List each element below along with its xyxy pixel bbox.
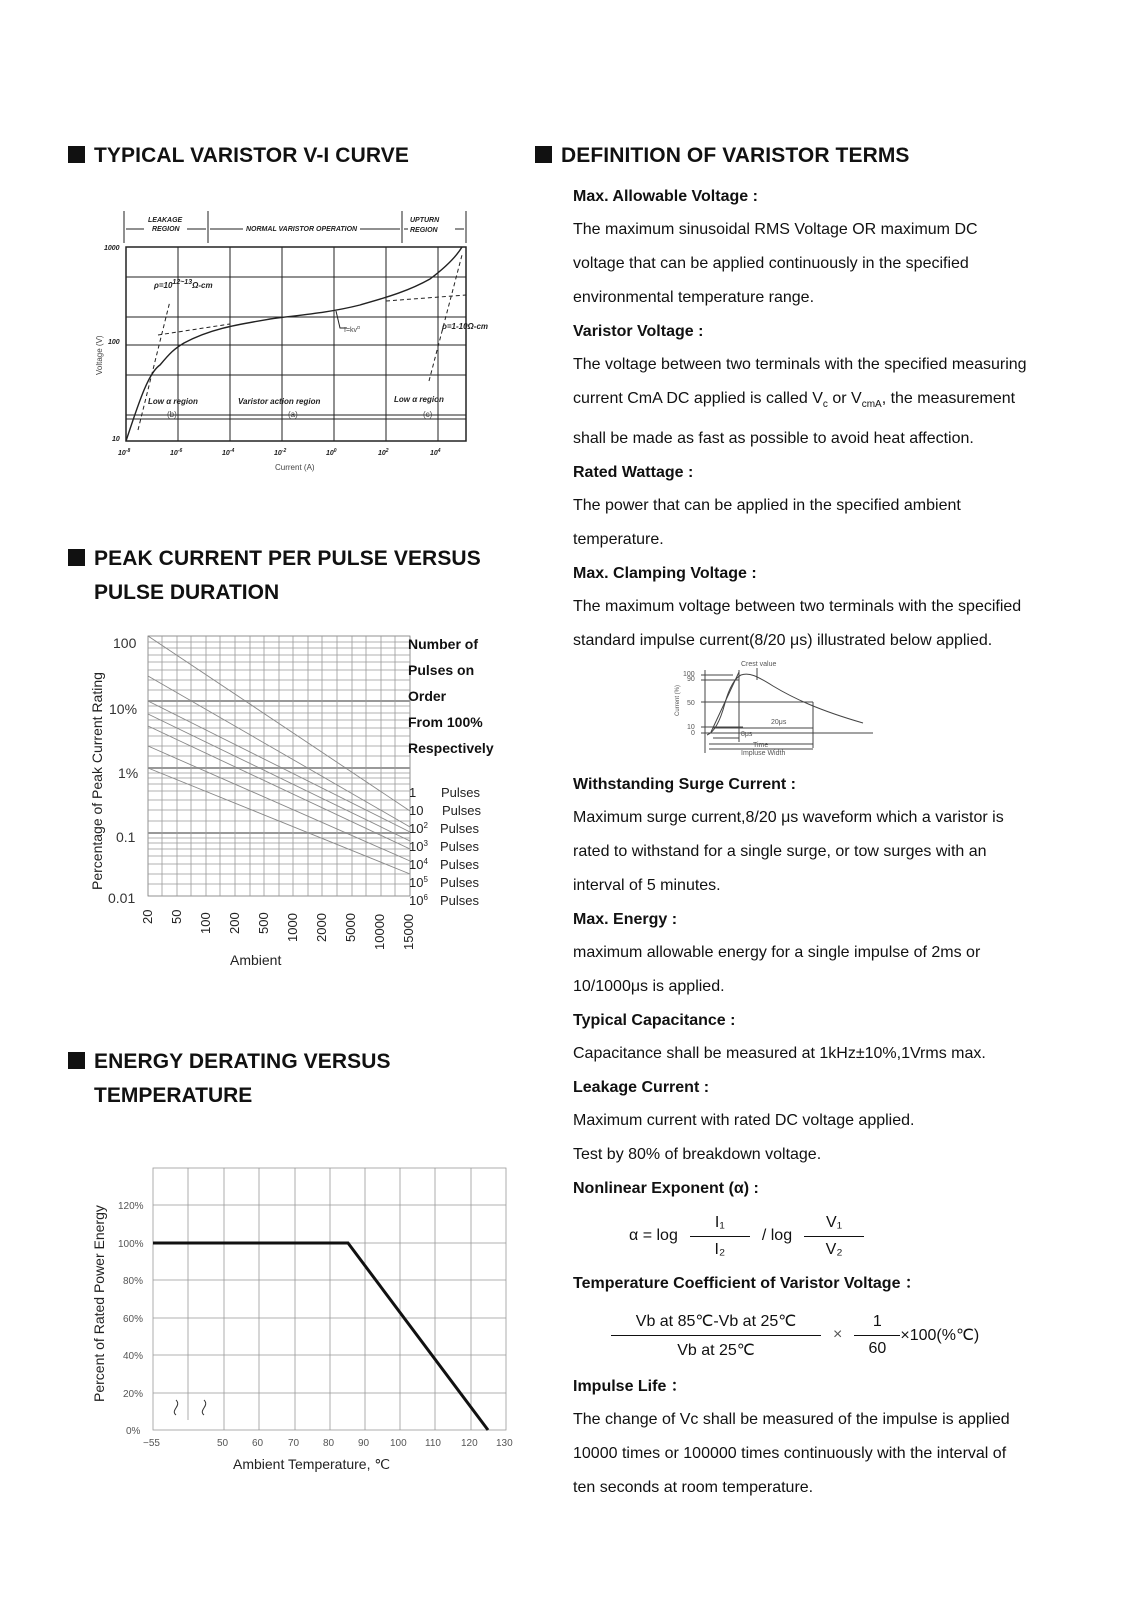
svg-text:Pulses: Pulses	[440, 839, 480, 854]
square-bullet-icon	[68, 146, 85, 163]
y-axis-label: Percentage of Peak Current Rating	[89, 672, 105, 890]
svg-text:60%: 60%	[123, 1314, 144, 1325]
section-title-peak-current	[68, 542, 481, 576]
svg-text:Pulses on: Pulses on	[408, 662, 475, 678]
svg-text:90: 90	[687, 676, 695, 684]
svg-text:Pulses: Pulses	[440, 821, 480, 836]
svg-text:1%: 1%	[118, 765, 139, 781]
svg-text:Low α region: Low α region	[394, 395, 444, 404]
svg-text:I=kvα: $I=kv^\alpha$	[344, 325, 360, 334]
svg-text:100: 100	[108, 339, 120, 346]
svg-text:102: $10^2$	[378, 448, 389, 457]
term-typical-capacitance: Typical Capacitance :	[573, 1012, 736, 1030]
svg-text:Order: Order	[408, 688, 447, 704]
svg-text:(c): (c)	[423, 410, 433, 419]
svg-text:1000: 1000	[285, 913, 300, 942]
svg-text:Current (%): Current (%)	[675, 685, 681, 717]
term-nonlinear-exponent: Nonlinear Exponent (α) :	[573, 1180, 759, 1198]
svg-text:100: 100	[198, 912, 213, 934]
svg-text:102: $10^2$	[409, 821, 428, 836]
x-axis-label: Current (A)	[275, 463, 315, 472]
svg-text:50: 50	[217, 1438, 229, 1449]
svg-text:10000: 10000	[372, 913, 387, 950]
definition-text: Capacitance shall be measured at 1kHz±10%,1Vrms max.	[573, 1045, 986, 1063]
section-title-peak-current-line2: PULSE DURATION	[94, 581, 280, 604]
svg-text:Pulses: Pulses	[440, 893, 480, 908]
square-bullet-icon	[68, 549, 85, 566]
definition-text: The maximum voltage between two terminals with the specified standard impulse current(8/20 μs) illustrated below applied.	[573, 598, 1022, 650]
svg-text:10: 10	[409, 803, 424, 818]
definition-text: Maximum surge current,8/20 μs waveform which a varistor is rated to withstand for a single surge, or tow surges with an interval of 5 minutes.	[573, 809, 1004, 895]
svg-text:Time: Time	[753, 742, 769, 750]
svg-text:100: 100	[113, 635, 137, 651]
term-withstanding-surge-current: Withstanding Surge Current :	[573, 776, 796, 794]
heading-text: TYPICAL VARISTOR V-I CURVE	[94, 144, 409, 167]
svg-text:1: 1	[409, 785, 417, 800]
section-title-definitions	[535, 139, 910, 173]
svg-text:80%: 80%	[123, 1276, 144, 1287]
square-bullet-icon	[68, 1052, 85, 1069]
section-title-energy-derating-line2: TEMPERATURE	[94, 1084, 253, 1107]
svg-text:REGION: REGION	[152, 226, 180, 233]
svg-text:Crest value: Crest value	[741, 661, 777, 669]
svg-text:ρ=1012~13Ω-cm: ρ=1012~13Ω-cm	[154, 279, 213, 290]
definition-text: The power that can be applied in the specified ambient temperature.	[573, 497, 961, 549]
svg-text:10-2: $10^{-2}$	[274, 448, 287, 457]
svg-text:(a): (a)	[288, 410, 298, 419]
peak-current-chart	[80, 628, 520, 978]
svg-text:60: 60	[252, 1438, 264, 1449]
svg-text:50: 50	[169, 909, 184, 924]
svg-text:0.01: 0.01	[108, 890, 136, 906]
svg-text:120: 120	[461, 1438, 478, 1449]
svg-text:Number of: Number of	[408, 636, 478, 652]
heading-text: ENERGY DERATING VERSUS	[94, 1050, 391, 1073]
term-max-clamping-voltage: Max. Clamping Voltage :	[573, 565, 757, 583]
region-upturn-label: UPTURN	[410, 217, 440, 224]
svg-text:10-8: $10^{-8}$	[118, 448, 131, 457]
definition-text: Maximum current with rated DC voltage applied. Test by 80% of breakdown voltage.	[573, 1112, 915, 1164]
temp-coefficient-formula: $\frac{\text{Vb at 85℃-Vb at 25℃}}{\text{Vb at 25℃}}$ × $\frac{1}{60}$ ×100(%℃)	[573, 1300, 1093, 1370]
impulse-waveform-diagram	[573, 658, 1093, 768]
svg-text:80: 80	[323, 1438, 335, 1449]
svg-text:From 100%: From 100%	[408, 714, 483, 730]
region-normal-label: NORMAL VARISTOR OPERATION	[246, 226, 358, 233]
svg-text:20μs: 20μs	[771, 719, 787, 727]
svg-text:106: $10^6$	[409, 893, 428, 908]
svg-text:100%: 100%	[118, 1239, 144, 1250]
svg-text:10: 10	[687, 724, 695, 732]
svg-text:5000: 5000	[343, 913, 358, 942]
section-title-vi-curve	[68, 139, 409, 173]
svg-text:Voltage (V): Voltage (V)	[95, 335, 104, 375]
svg-text:−55: −55	[143, 1438, 160, 1449]
svg-text:70: 70	[288, 1438, 300, 1449]
svg-text:104: $10^4$	[430, 448, 441, 457]
svg-text:15000: 15000	[401, 913, 416, 950]
svg-text:8μs: 8μs	[741, 731, 753, 739]
svg-text:(b): (b)	[167, 410, 177, 419]
region-leakage-label: LEAKAGE	[148, 217, 183, 224]
heading-text: PEAK CURRENT PER PULSE VERSUS	[94, 547, 481, 570]
svg-text:100: 100	[390, 1438, 407, 1449]
svg-text:40%: 40%	[123, 1351, 144, 1362]
term-max-allowable-voltage: Max. Allowable Voltage :	[573, 188, 758, 205]
square-bullet-icon	[535, 146, 552, 163]
svg-text:200: 200	[227, 912, 242, 934]
svg-text:2000: 2000	[314, 913, 329, 942]
svg-text:10-6: $10^{-6}$	[170, 448, 183, 457]
svg-text:Pulses: Pulses	[440, 857, 480, 872]
term-rated-wattage: Rated Wattage :	[573, 464, 694, 482]
definitions-list	[573, 180, 1093, 1505]
term-temperature-coefficient: Temperature Coefficient of Varistor Voltage ：	[573, 1275, 921, 1293]
svg-text:Impluse Width: Impluse Width	[741, 750, 786, 758]
svg-text:50: 50	[687, 700, 695, 708]
definition-text: The voltage between two terminals with the specified measuring current CmA DC applied is called $V_c$ or $V_{cmA}$, the measurement shall be made as fast as possible to avoid heat affection.	[573, 356, 1027, 448]
axis-break-icon	[174, 1400, 205, 1415]
svg-text:20: 20	[140, 909, 155, 924]
definition-text: maximum allowable energy for a single impulse of 2ms or 10/1000μs is applied.	[573, 944, 981, 996]
vi-curve-chart	[60, 205, 520, 480]
svg-text:Pulses: Pulses	[440, 875, 480, 890]
svg-text:Pulses: Pulses	[442, 803, 482, 818]
svg-text:Varistor action region: Varistor action region	[238, 397, 321, 406]
y-axis-label: Percent of Rated Power Energy	[91, 1205, 107, 1402]
term-max-energy: Max. Energy :	[573, 911, 678, 929]
svg-text:REGION: REGION	[410, 227, 438, 234]
definition-text: The change of Vc shall be measured of the impulse is applied 10000 times or 100000 times continuously with the interval of ten seconds at room temperature.	[573, 1411, 1010, 1497]
heading-text: DEFINITION OF VARISTOR TERMS	[561, 144, 910, 167]
svg-text:120%: 120%	[118, 1201, 144, 1212]
svg-text:0: 0	[691, 730, 695, 738]
svg-text:104: $10^4$	[409, 857, 428, 872]
svg-text:1000: 1000	[104, 245, 120, 252]
svg-text:100: $10^0$	[326, 448, 337, 457]
svg-text:90: 90	[358, 1438, 370, 1449]
svg-text:0%: 0%	[126, 1426, 141, 1437]
svg-text:110: 110	[425, 1438, 441, 1449]
svg-text:10%: 10%	[109, 701, 138, 717]
svg-text:10: 10	[112, 436, 120, 443]
svg-text:100: 100	[683, 671, 695, 679]
svg-text:0.1: 0.1	[116, 829, 136, 845]
svg-text:10-4: $10^{-4}$	[222, 448, 235, 457]
svg-text:20%: 20%	[123, 1389, 144, 1400]
svg-text:130: 130	[496, 1438, 513, 1449]
svg-text:ρ=1-10Ω-cm: ρ=1-10Ω-cm	[442, 322, 488, 331]
term-impulse-life: Impulse Life ：	[573, 1378, 687, 1396]
term-varistor-voltage: Varistor Voltage :	[573, 323, 704, 340]
svg-text:105: $10^5$	[409, 875, 428, 890]
alpha-formula: α = log $\frac{\text{I₁}}{\text{I₂}}$ / log $\frac{\text{V₁}}{\text{V₂}}$	[573, 1205, 1093, 1267]
section-title-energy-derating	[68, 1045, 391, 1079]
x-axis-label: Ambient	[230, 952, 282, 968]
definition-text: The maximum sinusoidal RMS Voltage OR maximum DC voltage that can be applied continuously in the specified environmental temperature range.	[573, 221, 978, 306]
svg-text:Respectively: Respectively	[408, 740, 494, 756]
svg-text:500: 500	[256, 912, 271, 934]
term-leakage-current: Leakage Current :	[573, 1079, 710, 1097]
x-axis-label: Ambient Temperature, ℃	[233, 1456, 391, 1472]
svg-text:Pulses: Pulses	[441, 785, 481, 800]
svg-text:103: $10^3$	[409, 839, 428, 854]
energy-derating-chart	[80, 1130, 520, 1480]
svg-text:Low α region: Low α region	[148, 397, 198, 406]
